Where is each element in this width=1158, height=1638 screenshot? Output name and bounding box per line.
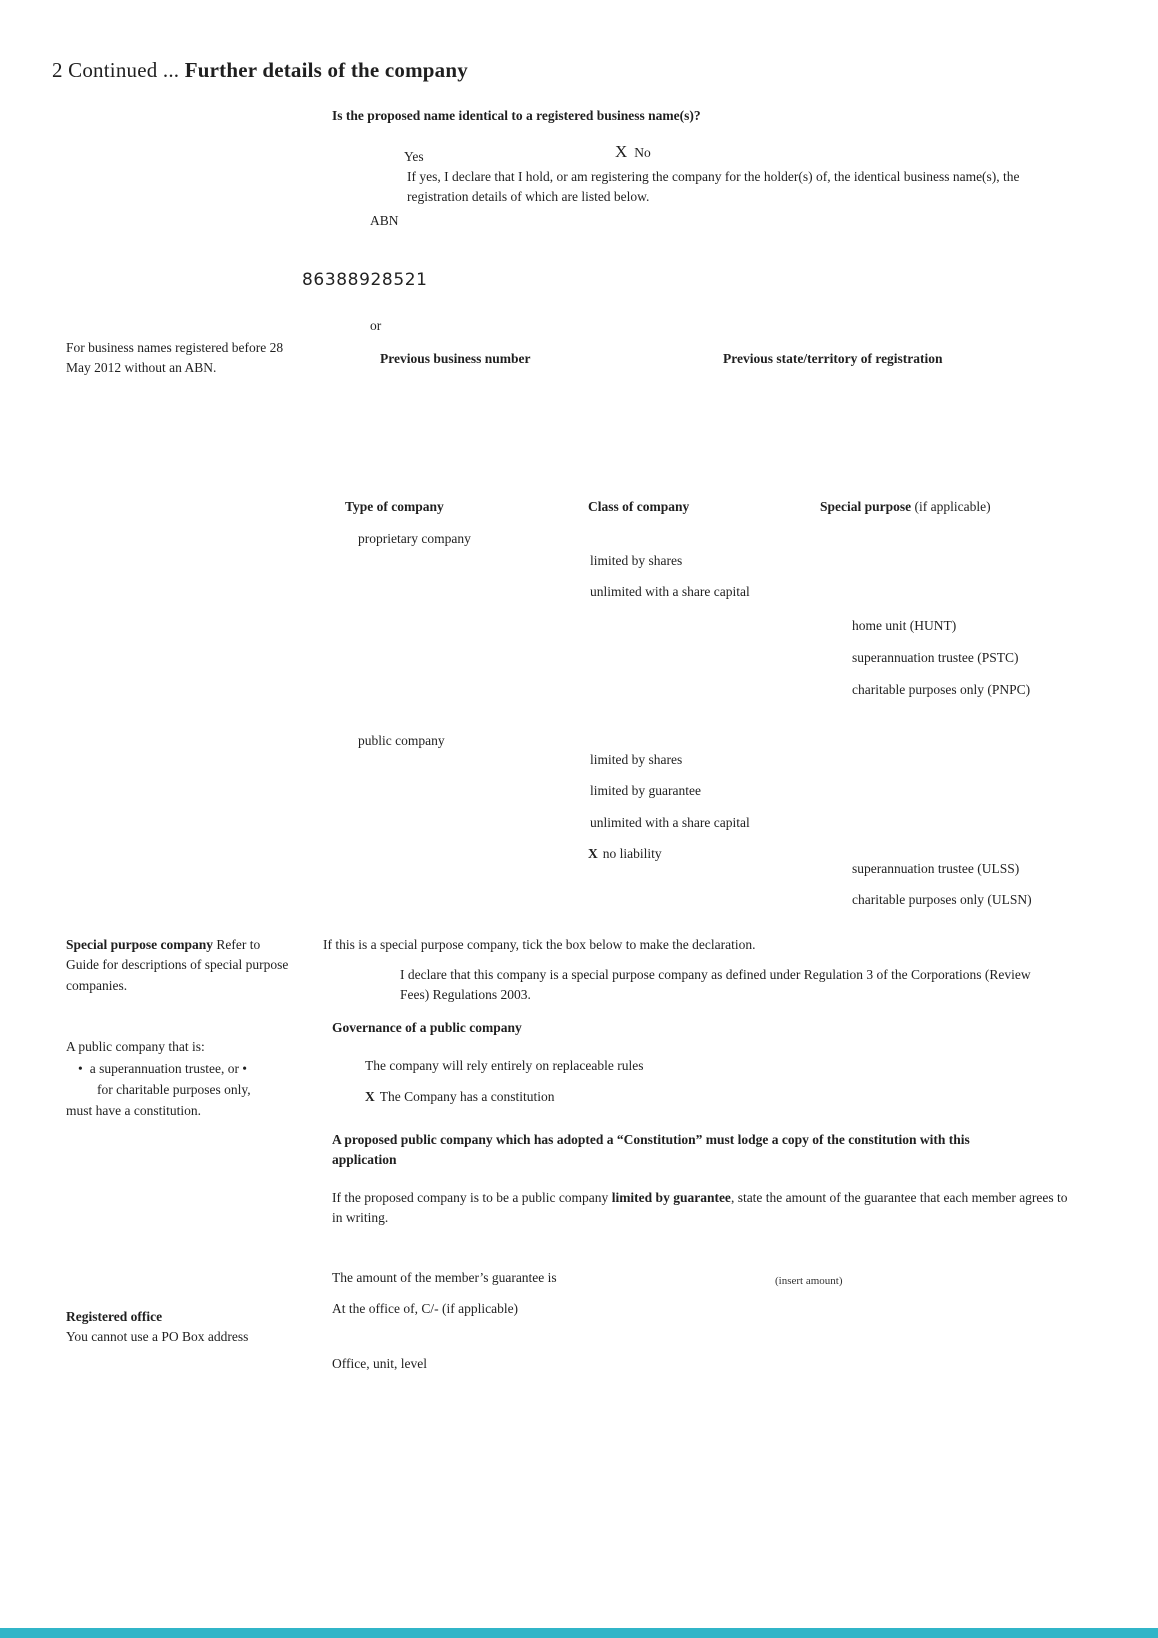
page-title	[52, 58, 468, 83]
no-option-x-mark: X	[615, 142, 628, 161]
special-charitable-ulsn: charitable purposes only (ULSN)	[852, 892, 1032, 907]
insert-amount-hint: (insert amount)	[775, 1275, 843, 1287]
page-title-main: Further details of the company	[184, 58, 468, 82]
pub-class-limited-by-guarantee: limited by guarantee	[590, 783, 701, 798]
previous-state-header: Previous state/territory of registration	[723, 351, 943, 366]
special-home-unit: home unit (HUNT)	[852, 618, 957, 633]
bullet-marker: •	[78, 1061, 83, 1076]
or-label: or	[370, 318, 382, 333]
governance-side-bullet2: for charitable purposes only,	[97, 1082, 251, 1097]
special-superannuation-ulss: superannuation trustee (ULSS)	[852, 861, 1020, 876]
pre-2012-side-note: For business names registered before 28 May 2012 without an ABN.	[66, 340, 284, 376]
care-of-label: At the office of, C/- (if applicable)	[332, 1301, 519, 1316]
abn-label: ABN	[370, 213, 399, 228]
lodge-constitution-note: A proposed public company which has adopted a “Constitution” must lodge a copy of the constitution with this application	[332, 1132, 970, 1168]
registered-office-heading: Registered office	[66, 1309, 163, 1324]
special-purpose-side-text: Refer to Guide for descriptions of special purpose companies.	[66, 937, 289, 993]
guarantee-paragraph	[332, 1188, 1074, 1229]
page-title-prefix: 2 Continued ...	[52, 58, 185, 82]
office-unit-level-label: Office, unit, level	[332, 1356, 427, 1371]
no-option-label: No	[634, 145, 651, 160]
proprietary-company-label: proprietary company	[358, 531, 471, 546]
pub-class-unlimited-share-capital: unlimited with a share capital	[590, 815, 750, 830]
prop-class-limited-by-shares: limited by shares	[590, 553, 683, 568]
business-name-question: Is the proposed name identical to a registered business name(s)?	[332, 108, 701, 123]
class-of-company-header: Class of company	[588, 499, 690, 514]
special-superannuation-pstc: superannuation trustee (PSTC)	[852, 650, 1019, 665]
constitution-x-mark: X	[365, 1089, 375, 1104]
special-purpose-declaration: I declare that this company is a special purpose company as defined under Regulation 3 of the Corporations (Review Fees) Regulations 2003.	[400, 967, 1031, 1003]
pub-class-limited-by-shares: limited by shares	[590, 752, 683, 767]
yes-option-label: Yes	[404, 149, 424, 164]
type-of-company-header: Type of company	[345, 499, 444, 514]
guarantee-amount-label: The amount of the member’s guarantee is	[332, 1270, 557, 1285]
prop-class-unlimited-share-capital: unlimited with a share capital	[590, 584, 750, 599]
registered-office-note: You cannot use a PO Box address	[66, 1329, 249, 1344]
constitution-option	[365, 1087, 554, 1107]
special-purpose-header-rest: (if applicable)	[911, 499, 991, 514]
pub-class-no-liability	[588, 844, 662, 864]
no-option	[615, 143, 651, 163]
guarantee-para-post: , state the amount of the guarantee that each member agrees to in writing.	[332, 1190, 1068, 1226]
previous-business-number-header: Previous business number	[380, 351, 531, 366]
governance-side-line4: must have a constitution.	[66, 1103, 201, 1118]
no-liability-x-mark: X	[588, 846, 598, 861]
no-liability-label: no liability	[602, 846, 662, 861]
guarantee-para-pre: If the proposed company is to be a public company	[332, 1190, 612, 1205]
abn-value: 86388928521	[302, 270, 428, 290]
special-purpose-side-note	[66, 935, 296, 996]
identical-name-declaration: If yes, I declare that I hold, or am registering the company for the holder(s) of, the identical business name(s), the registration details of which are listed below.	[407, 169, 1020, 205]
public-company-label: public company	[358, 733, 445, 748]
special-charitable-pnpc: charitable purposes only (PNPC)	[852, 682, 1031, 697]
governance-side-bullet1	[78, 1059, 328, 1079]
governance-side-line1: A public company that is:	[66, 1039, 205, 1054]
special-purpose-header-bold: Special purpose	[820, 499, 912, 514]
special-purpose-header	[820, 497, 991, 517]
special-purpose-side-heading: Special purpose company	[66, 937, 214, 952]
footer-accent-bar	[0, 1628, 1158, 1638]
special-purpose-instruction: If this is a special purpose company, tick the box below to make the declaration.	[323, 937, 756, 952]
constitution-option-label: The Company has a constitution	[379, 1089, 555, 1104]
guarantee-para-bold: limited by guarantee	[611, 1190, 731, 1205]
governance-heading: Governance of a public company	[332, 1020, 522, 1035]
replaceable-rules-option: The company will rely entirely on replaceable rules	[365, 1058, 644, 1073]
governance-side-bullet1-text: a superannuation trustee, or •	[89, 1061, 248, 1076]
